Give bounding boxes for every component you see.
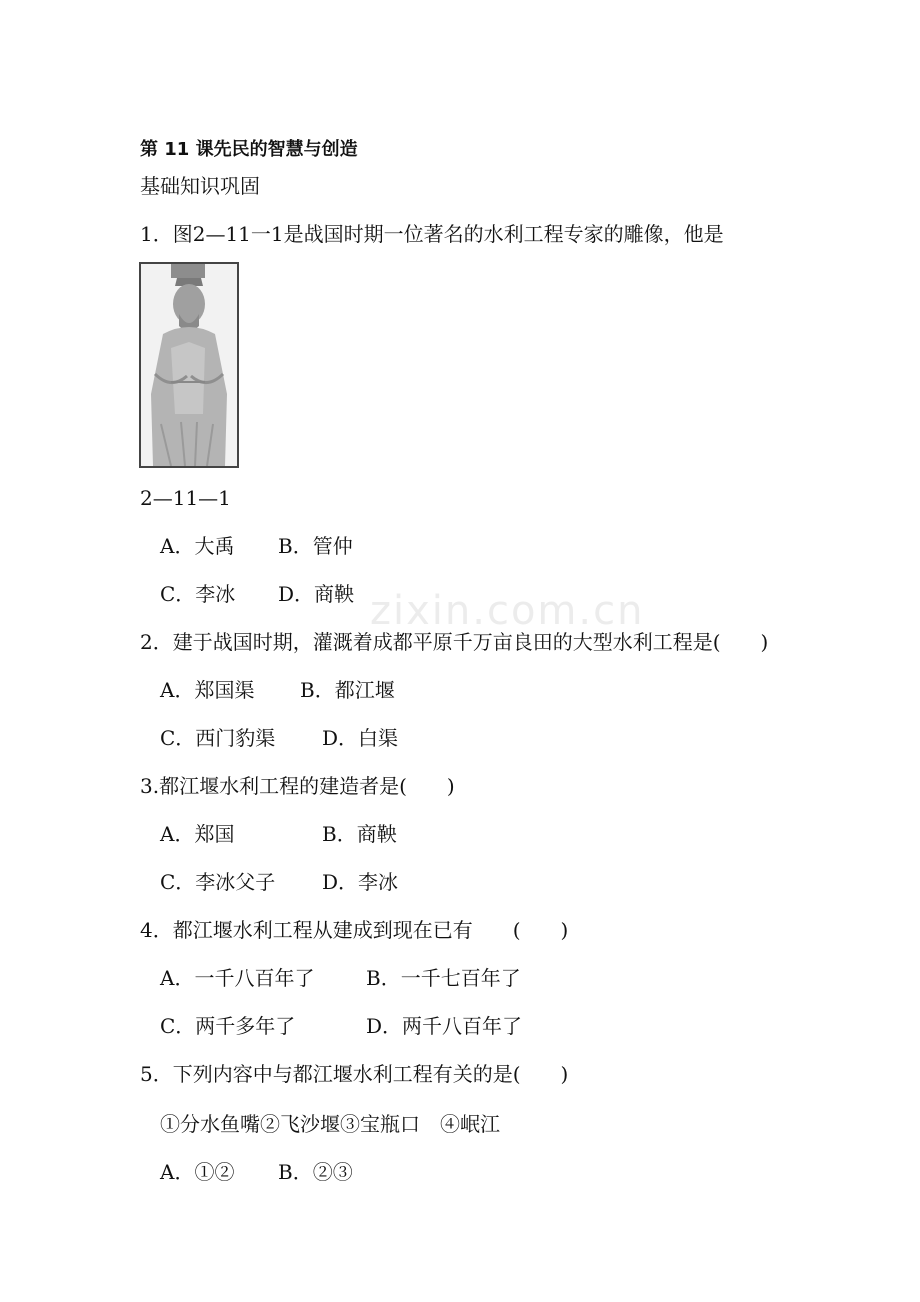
question-4: 4．都江堰水利工程从建成到现在已有 ( )	[140, 918, 569, 942]
q1-option-c: C．李冰	[160, 582, 236, 606]
figure-caption: 2—11—1	[140, 486, 231, 510]
q5-option-a: A．①②	[160, 1160, 235, 1184]
q3-option-a: A．郑国	[160, 822, 235, 846]
q4-option-a: A．一千八百年了	[160, 966, 315, 990]
question-1: 1．图2—11一1是战国时期一位著名的水利工程专家的雕像，他是	[140, 222, 724, 246]
q4-option-c: C．两千多年了	[160, 1014, 296, 1038]
q1-option-d: D．商鞅	[278, 582, 355, 606]
q4-option-b: B．一千七百年了	[366, 966, 521, 990]
statue-figure	[141, 264, 237, 466]
q2-option-d: D．白渠	[322, 726, 399, 750]
q3-option-d: D．李冰	[322, 870, 399, 894]
statue-image	[139, 262, 239, 468]
q3-option-b: B．商鞅	[322, 822, 397, 846]
q2-option-c: C．西门豹渠	[160, 726, 276, 750]
q3-option-c: C．李冰父子	[160, 870, 276, 894]
question-5: 5．下列内容中与都江堰水利工程有关的是( )	[140, 1062, 569, 1086]
question-2: 2．建于战国时期，灌溉着成都平原千万亩良田的大型水利工程是( )	[140, 630, 769, 654]
q1-option-a: A．大禹	[160, 534, 235, 558]
q2-option-b: B．都江堰	[300, 678, 395, 702]
q2-option-a: A．郑国渠	[160, 678, 255, 702]
lesson-title: 第 11 课先民的智慧与创造	[140, 139, 358, 160]
q5-items: ①分水鱼嘴②飞沙堰③宝瓶口 ④岷江	[160, 1112, 500, 1136]
watermark: zixin.com.cn	[370, 588, 645, 634]
question-3: 3.都江堰水利工程的建造者是( )	[140, 774, 455, 798]
section-heading: 基础知识巩固	[140, 174, 260, 198]
q4-option-d: D．两千八百年了	[366, 1014, 523, 1038]
q1-option-b: B．管仲	[278, 534, 353, 558]
q5-option-b: B．②③	[278, 1160, 353, 1184]
